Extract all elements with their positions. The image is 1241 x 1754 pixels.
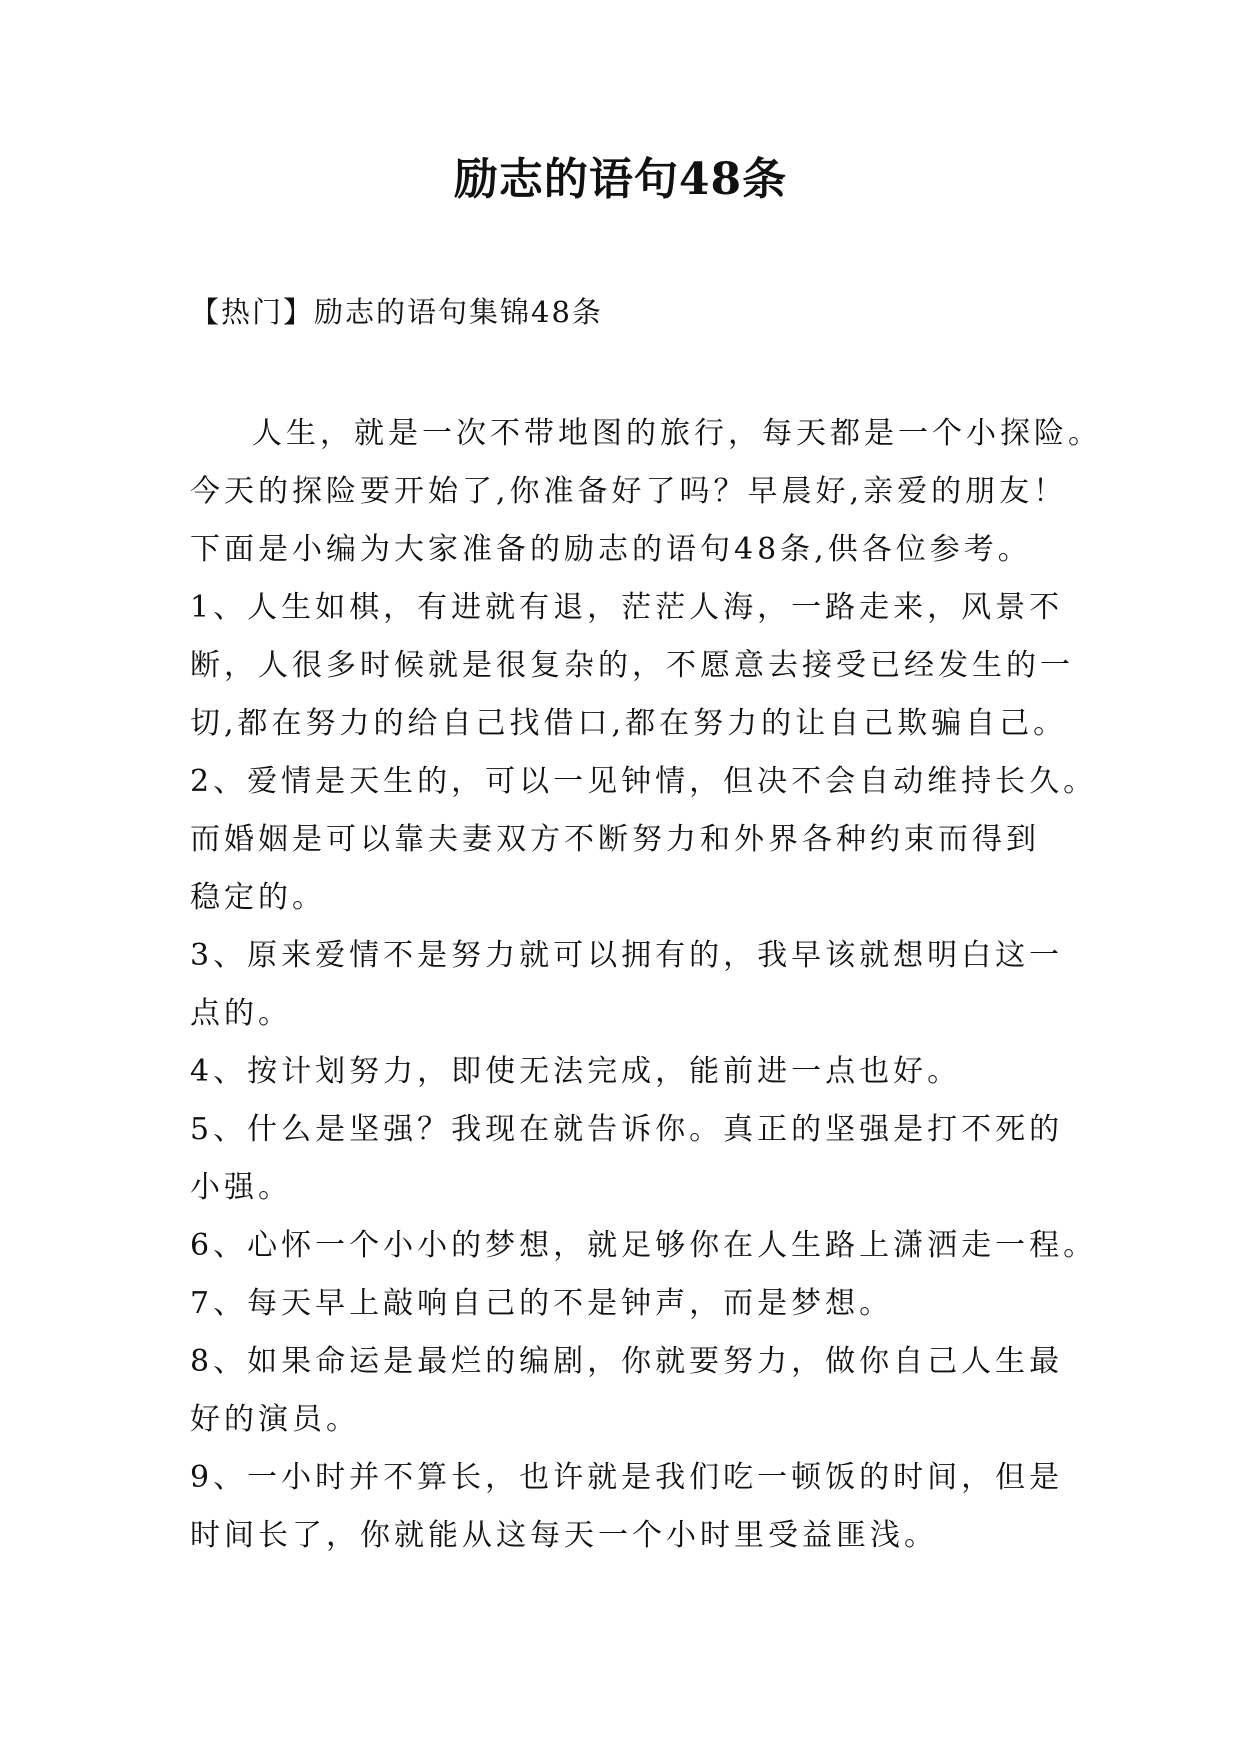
body-line: 好的演员。 <box>190 1402 360 1437</box>
body-line: 9、一小时并不算长，也许就是我们吃一顿饭的时间，但是 <box>190 1460 1064 1495</box>
body-line: 今天的探险要开始了,你准备好了吗？早晨好,亲爱的朋友！ <box>190 474 1068 509</box>
body-line: 4、按计划努力，即使无法完成，能前进一点也好。 <box>190 1054 962 1089</box>
body-line: 下面是小编为大家准备的励志的语句48条,供各位参考。 <box>190 532 1032 567</box>
body-line: 7、每天早上敲响自己的不是钟声，而是梦想。 <box>190 1286 894 1321</box>
body-line: 稳定的。 <box>190 880 326 915</box>
body-line: 切,都在努力的给自己找借口,都在努力的让自己欺骗自己。 <box>190 706 1068 741</box>
body-line: 3、原来爱情不是努力就可以拥有的，我早该就想明白这一 <box>190 938 1064 973</box>
document-body <box>190 405 1102 1565</box>
body-line: 6、心怀一个小小的梦想，就足够你在人生路上潇洒走一程。 <box>190 1228 1098 1263</box>
body-line: 2、爱情是天生的，可以一见钟情，但决不会自动维持长久。 <box>190 764 1098 799</box>
body-line: 断，人很多时候就是很复杂的，不愿意去接受已经发生的一 <box>190 648 1074 683</box>
body-line: 时间长了，你就能从这每天一个小时里受益匪浅。 <box>190 1518 938 1553</box>
body-line: 8、如果命运是最烂的编剧，你就要努力，做你自己人生最 <box>190 1344 1064 1379</box>
body-line: 点的。 <box>190 996 292 1031</box>
body-line: 1、人生如棋，有进就有退，茫茫人海，一路走来，风景不 <box>190 590 1064 625</box>
body-line: 小强。 <box>190 1170 292 1205</box>
body-line: 人生，就是一次不带地图的旅行，每天都是一个小探险。 <box>252 416 1102 451</box>
document-title: 励志的语句48条 <box>453 154 788 205</box>
body-line: 5、什么是坚强？我现在就告诉你。真正的坚强是打不死的 <box>190 1112 1064 1147</box>
document-subtitle: 【热门】励志的语句集锦48条 <box>190 295 603 329</box>
body-line: 而婚姻是可以靠夫妻双方不断努力和外界各种约束而得到 <box>190 822 1040 857</box>
